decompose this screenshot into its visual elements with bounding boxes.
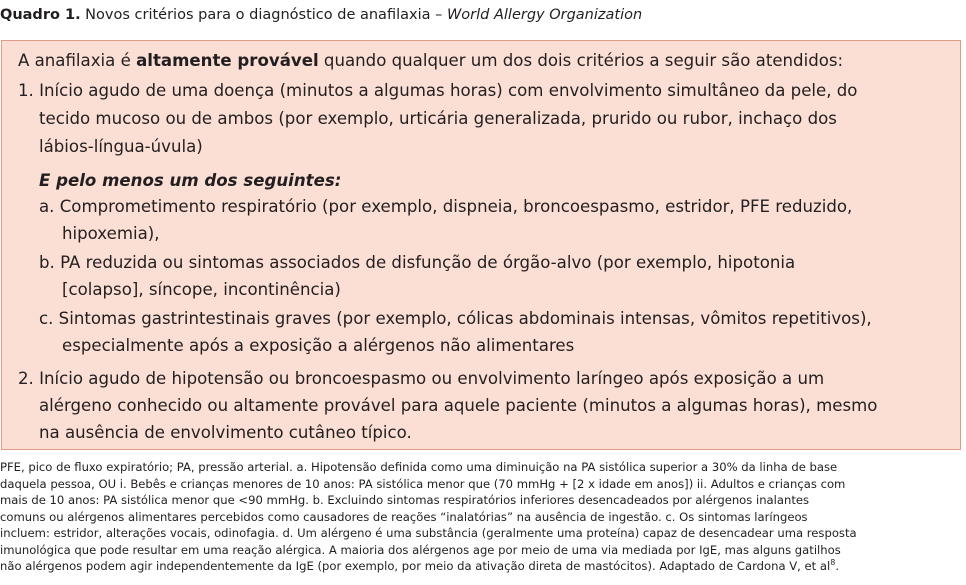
criteria-box xyxy=(1,40,961,450)
intro-line: A anafilaxia é altamente provável quando qualquer um dos dois critérios a seguir são atendidos: xyxy=(18,51,844,70)
sub-b-line-2: [colapso], síncope, incontinência) xyxy=(62,280,341,299)
sub-c-line-2: especialmente após a exposição a alérgenos não alimentares xyxy=(62,336,575,355)
footnote-line: comuns ou alérgenos alimentares percebidos como causadores de reações “inalatórias” na ausência de ingestão. c. Os sintomas laríngeos xyxy=(0,509,808,524)
intro-emphasis: altamente provável xyxy=(136,51,319,70)
caption-label: Quadro 1. xyxy=(0,7,81,23)
criterion-1-line-3: lábios-língua-úvula) xyxy=(39,137,203,156)
criterion-1-line-1: 1. Início agudo de uma doença (minutos a algumas horas) com envolvimento simultâneo da pele, do xyxy=(18,81,858,100)
caption-text: Novos critérios para o diagnóstico de anafilaxia – xyxy=(80,7,447,23)
footnote-line: imunológica que pode resultar em uma reação alérgica. A maioria dos alérgenos age por meio de uma via mediada por IgE, mas alguns gatilhos xyxy=(0,542,841,557)
criterion-2-line-2: alérgeno conhecido ou altamente provável para aquele paciente (minutos a algumas horas), mesmo xyxy=(39,396,878,415)
footnote-line: não alérgenos podem agir independentemente da IgE (por exemplo, por meio da ativação direta de mastócitos). Adaptado de Cardona V, et $al^8$. xyxy=(0,558,840,573)
sub-c-line-1: c. Sintomas gastrintestinais graves (por exemplo, cólicas abdominais intensas, vômitos repetitivos), xyxy=(39,309,872,328)
footnotes xyxy=(0,459,966,575)
sub-a-line-1: a. Comprometimento respiratório (por exemplo, dispneia, broncoespasmo, estridor, PFE reduzido, xyxy=(39,197,853,216)
table-caption xyxy=(0,5,642,25)
and-at-least-one-label: E pelo menos um dos seguintes: xyxy=(39,171,342,190)
footnote-line: PFE, pico de fluxo expiratório; PA, pressão arterial. a. Hipotensão definida como uma diminuição na PA sistólica superior a 30% da linha de base xyxy=(0,460,838,474)
criterion-1-line-2: tecido mucoso ou de ambos (por exemplo, urticária generalizada, prurido ou rubor, inchaço dos xyxy=(39,109,837,128)
caption-source: World Allergy Organization xyxy=(446,7,643,23)
criterion-2-line-3: na ausência de envolvimento cutâneo típico. xyxy=(39,423,412,442)
footnote-line: incluem: estridor, alterações vocais, odinofagia. d. Um alérgeno é uma substância (geralmente uma proteína) capaz de desencadear uma resposta xyxy=(0,526,857,540)
footnote-line: daquela pessoa, OU i. Bebês e crianças menores de 10 anos: PA sistólica menor que (70 mmHg + [2 x idade em anos]) ii. Adultos e crianças com xyxy=(0,476,846,491)
reference-number: 8 xyxy=(830,558,836,568)
criterion-2-line-1: 2. Início agudo de hipotensão ou broncoespasmo ou envolvimento laríngeo após exposição a um xyxy=(18,369,825,388)
sub-a-line-2: hipoxemia), xyxy=(62,224,160,243)
sub-b-line-1: b. PA reduzida ou sintomas associados de disfunção de órgão-alvo (por exemplo, hipotonia xyxy=(39,253,796,272)
footnote-line: mais de 10 anos: PA sistólica menor que <90 mmHg. b. Excluindo sintomas respiratórios inferiores desencadeados por alérgenos inalantes xyxy=(0,493,810,507)
